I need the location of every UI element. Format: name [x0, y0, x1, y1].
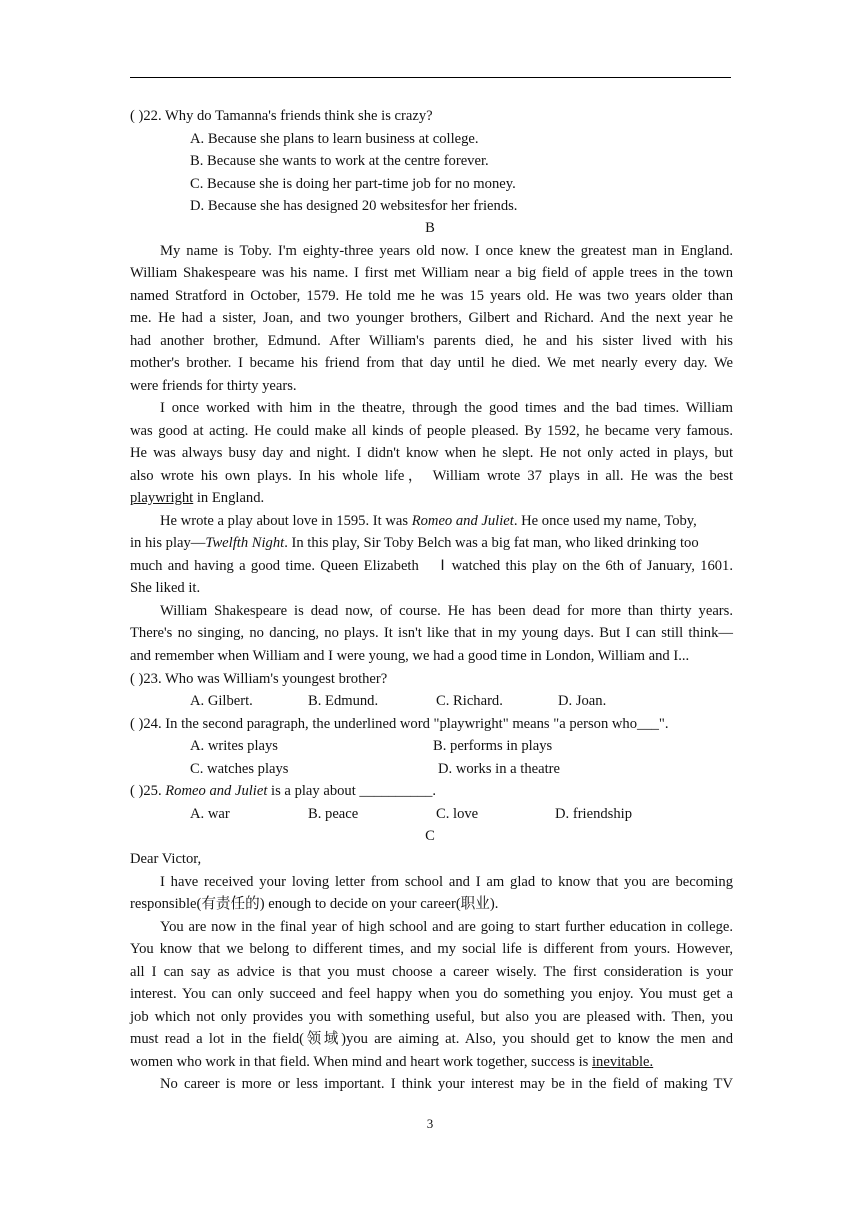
passage-c-line [130, 1051, 733, 1073]
passage-b-line: mother's brother. I became his friend from that day until he died. We met nearly every day. We [130, 355, 733, 371]
question-25-stem [130, 780, 733, 802]
passage-b-line: William Shakespeare was his name. I first met William near a big field of apple trees in the town [130, 265, 733, 281]
play-title: Romeo and Juliet [165, 783, 268, 799]
passage-b-line: William Shakespeare is dead now, of course. He has been dead for more than thirty years. [160, 603, 733, 619]
question-22-option-c: C. Because she is doing her part-time job for no money. [190, 176, 516, 192]
text-run: ( )25. [130, 783, 166, 799]
text-run: He wrote a play about love in 1595. It was [160, 513, 412, 529]
play-title: Romeo and Juliet [411, 513, 514, 529]
question-25-option-b: B. peace [308, 806, 359, 822]
letter-salutation: Dear Victor, [130, 851, 202, 867]
passage-c-line: job which not only provides you with something useful, but also you are pleased with. Then, you [130, 1009, 733, 1025]
passage-b-line: I once worked with him in the theatre, through the good times and the bad times. William [160, 400, 733, 416]
passage-c-line: interest. You can only succeed and feel happy when you do something you enjoy. You must get a [130, 986, 733, 1002]
passage-b-line: and remember when William and I were young, we had a good time in London, William and I... [130, 648, 690, 664]
question-23-option-d: D. Joan. [558, 693, 607, 709]
text-run: . In this play, Sir Toby Belch was a big fat man, who liked drinking too [284, 535, 699, 551]
question-23-option-a: A. Gilbert. [190, 693, 253, 709]
passage-c-line: You know that we belong to different times, and my social life is different from yours. However, [130, 941, 733, 957]
text-run: is a play about __________. [267, 783, 437, 799]
question-22-option-b: B. Because she wants to work at the centre forever. [190, 153, 489, 169]
question-24-stem: ( )24. In the second paragraph, the underlined word "playwright" means "a person who___". [130, 716, 669, 732]
passage-b-line: had another brother, Edmund. After William's parents died, he and his sister lived with his [130, 333, 733, 349]
question-23-stem: ( )23. Who was William's youngest brother? [130, 671, 388, 687]
header-rule [130, 77, 731, 78]
question-22-stem: ( )22. Why do Tamanna's friends think she is crazy? [130, 108, 433, 124]
passage-b-line: me. He had a sister, Joan, and two younger brothers, Gilbert and Richard. And the next year he [130, 310, 733, 326]
passage-c-line: I have received your loving letter from school and I am glad to know that you are becoming [160, 874, 733, 890]
passage-b-line: also wrote his own plays. In his whole life， William wrote 37 plays in all. He was the best [130, 468, 733, 484]
passage-b-line [130, 487, 733, 509]
question-25-option-d: D. friendship [555, 806, 633, 822]
passage-b-line: were friends for thirty years. [130, 378, 297, 394]
question-25-option-a: A. war [190, 806, 230, 822]
passage-c-line: must read a lot in the field(领域)you are aiming at. Also, you should get to know the men and [130, 1031, 733, 1047]
text-run: in England. [193, 490, 265, 506]
question-24-option-a: A. writes plays [190, 738, 278, 754]
passage-b-line [130, 532, 733, 554]
passage-b-line: was good at acting. He could make all kinds of people pleased. By 1592, he became very famous. [130, 423, 733, 439]
passage-c-line: responsible(有责任的) enough to decide on your career(职业). [130, 896, 499, 912]
underlined-word-playwright: playwright [130, 490, 194, 506]
question-24-option-d: D. works in a theatre [438, 761, 560, 777]
passage-c-line: You are now in the final year of high school and are going to start further education in college. [160, 919, 733, 935]
underlined-word-inevitable: inevitable. [591, 1054, 654, 1070]
passage-b-line: much and having a good time. Queen Elizabeth Ⅰ watched this play on the 6th of January, 1601. [130, 558, 733, 574]
question-22-option-d: D. Because she has designed 20 websitesfor her friends. [190, 198, 518, 214]
play-title: Twelfth Night [205, 535, 285, 551]
text-run: in his play— [130, 535, 206, 551]
passage-b-line: There's no singing, no dancing, no plays. It isn't like that in my young days. But I can still think— [130, 625, 733, 641]
page-number: 3 [426, 1116, 434, 1131]
question-24-option-c: C. watches plays [190, 761, 289, 777]
text-run: women who work in that field. When mind and heart work together, success is [130, 1054, 592, 1070]
question-23-option-c: C. Richard. [436, 693, 503, 709]
passage-b-line: He was always busy day and night. I didn't know when he slept. He not only acted in plays, but [130, 445, 733, 461]
question-24-option-b: B. performs in plays [433, 738, 553, 754]
question-23-option-b: B. Edmund. [308, 693, 379, 709]
passage-b-line: She liked it. [130, 580, 201, 596]
section-c-label: C [425, 828, 435, 844]
text-run: . He once used my name, Toby, [513, 513, 697, 529]
passage-c-line: all I can say as advice is that you must choose a career wisely. The first consideration is your [130, 964, 733, 980]
question-22-option-a: A. Because she plans to learn business at college. [190, 131, 479, 147]
section-b-label: B [425, 220, 435, 236]
passage-c-line: No career is more or less important. I think your interest may be in the field of making TV [160, 1076, 733, 1092]
question-25-option-c: C. love [436, 806, 479, 822]
passage-b-line: My name is Toby. I'm eighty-three years old now. I once knew the greatest man in England. [160, 243, 733, 259]
passage-b-line: named Stratford in October, 1579. He told me he was 15 years old. He was two years older than [130, 288, 733, 304]
passage-b-line [160, 510, 733, 532]
